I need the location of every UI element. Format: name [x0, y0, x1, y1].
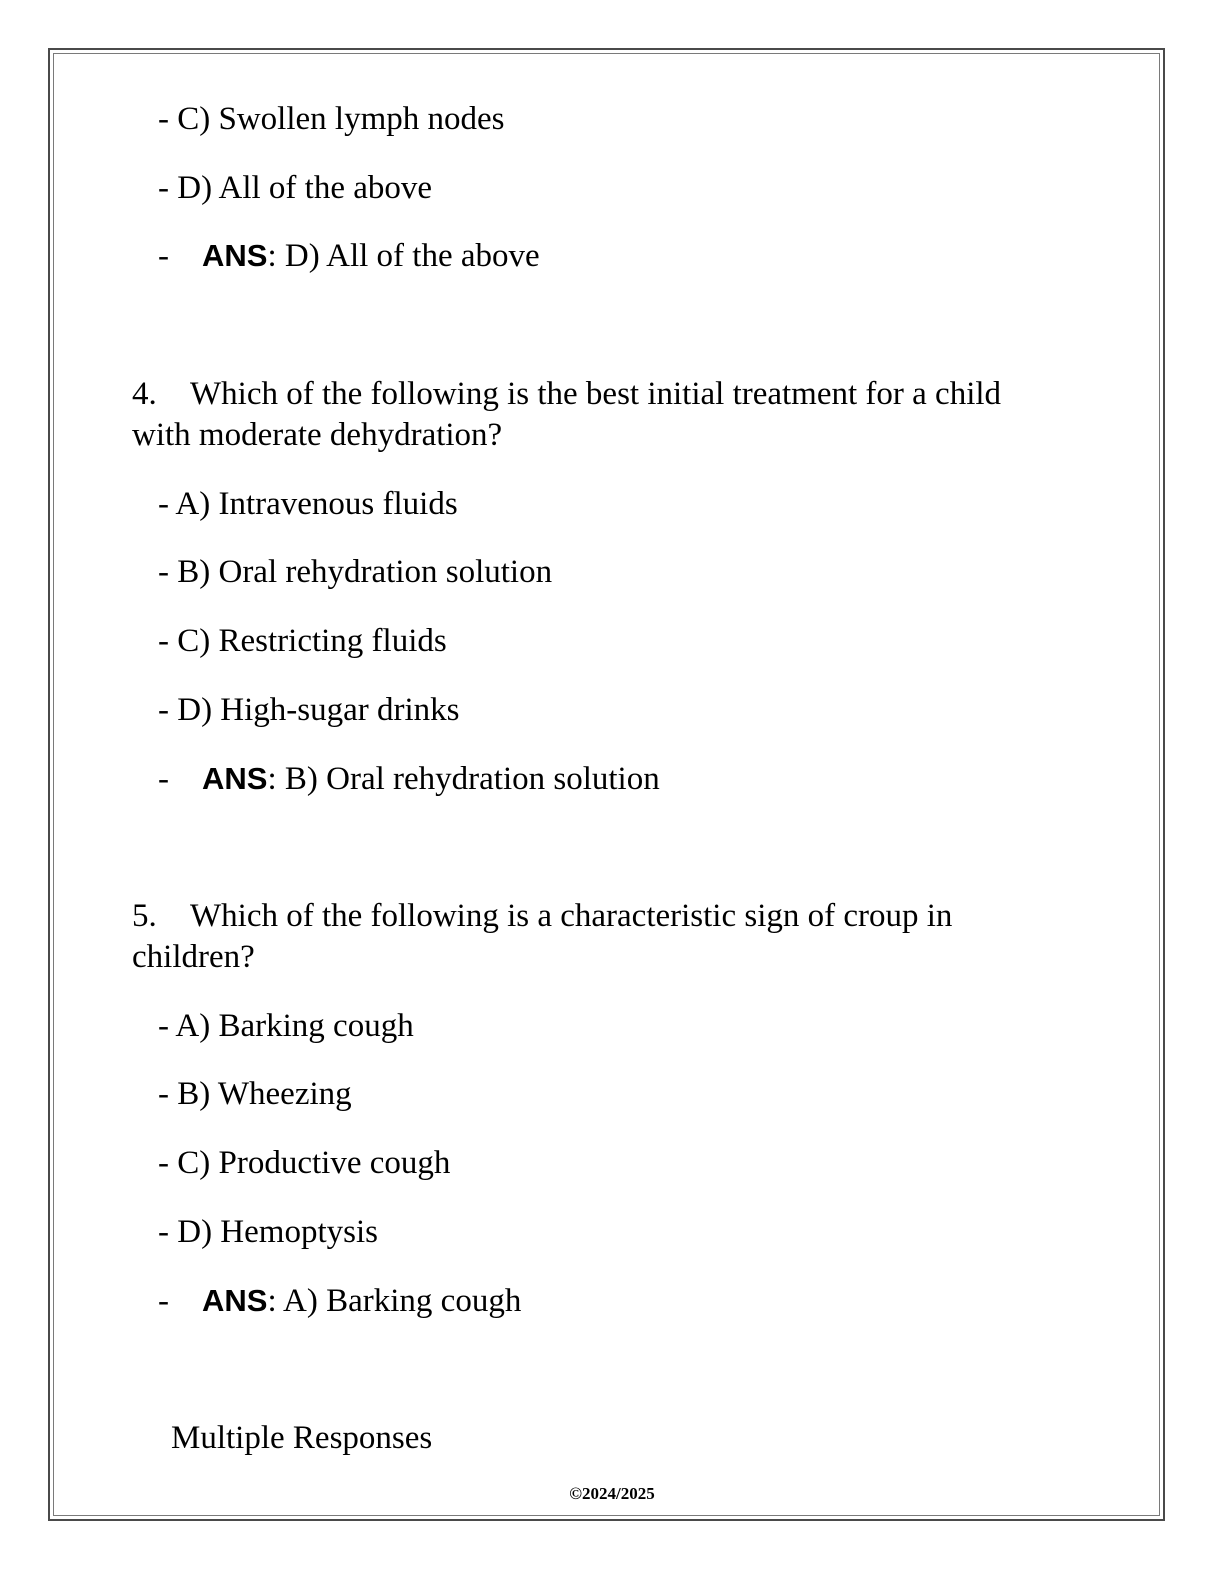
answer-text: : A) Barking cough [267, 1283, 522, 1319]
q5-question-line1 [132, 896, 952, 936]
answer-label: ANS [202, 238, 268, 273]
q5-option-a: - A) Barking cough [158, 1008, 414, 1044]
q4-question-line1 [132, 374, 1001, 414]
question-text: Which of the following is a characteristic sign of croup in [190, 898, 953, 934]
section-heading: Multiple Responses [171, 1420, 433, 1456]
q4-question-line2: with moderate dehydration? [132, 417, 503, 453]
q5-option-d: - D) Hemoptysis [158, 1214, 378, 1250]
q4-option-a: - A) Intravenous fluids [158, 486, 458, 522]
page-footer: ©2024/2025 [569, 1484, 655, 1503]
q4-option-b: - B) Oral rehydration solution [158, 554, 553, 590]
q5-question-line2: children? [132, 939, 255, 975]
q3-option-c: - C) Swollen lymph nodes [158, 101, 505, 137]
answer-dash: - [158, 761, 169, 797]
answer-dash: - [158, 1283, 169, 1319]
q3-answer [158, 236, 540, 276]
question-number: 5. [132, 898, 157, 934]
question-text: Which of the following is the best initial treatment for a child [190, 376, 1002, 412]
answer-dash: - [158, 238, 169, 274]
q4-answer [158, 759, 660, 799]
q4-option-c: - C) Restricting fluids [158, 623, 447, 659]
q4-option-d: - D) High-sugar drinks [158, 692, 460, 728]
answer-label: ANS [202, 1283, 268, 1318]
q5-option-c: - C) Productive cough [158, 1145, 451, 1181]
q5-option-b: - B) Wheezing [158, 1076, 352, 1112]
answer-text: : B) Oral rehydration solution [267, 761, 660, 797]
answer-text: : D) All of the above [267, 238, 540, 274]
answer-label: ANS [202, 761, 268, 796]
q5-answer [158, 1281, 521, 1321]
question-number: 4. [132, 376, 157, 412]
q3-option-d: - D) All of the above [158, 170, 433, 206]
